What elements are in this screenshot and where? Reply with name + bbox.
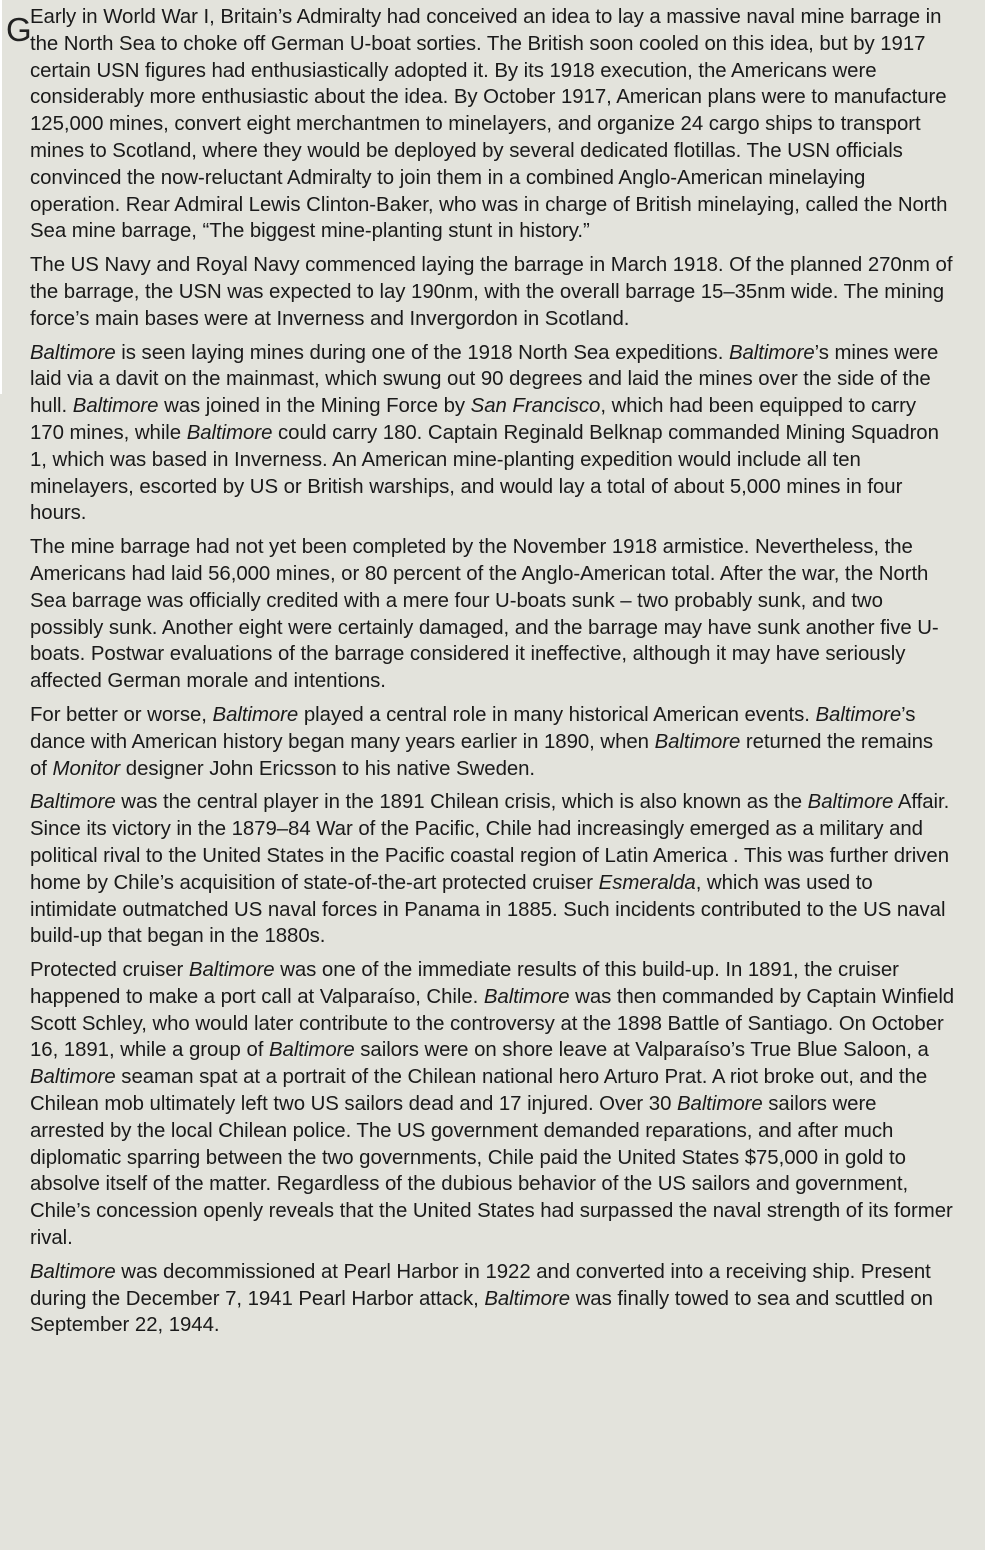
text-run: The US Navy and Royal Navy commenced laying the barrage in March 1918. Of the planned 270nm of the barrage, the USN was expected to lay 190nm, with the overall barrage 15–35nm wide. The mining force’s main bases were at Inverness and Invergordon in Scotland. xyxy=(30,254,953,330)
italic-ship-name: Baltimore xyxy=(483,985,570,1008)
text-run: ’s dance with American history began many years earlier in 1890, when xyxy=(30,703,916,753)
drop-cap: G xyxy=(6,11,32,48)
italic-ship-name: Baltimore xyxy=(30,1260,116,1283)
italic-ship-name: Baltimore xyxy=(484,1287,571,1310)
text-run: was decommissioned at Pearl Harbor in 1922 and converted into a receiving ship. Present during the December 7, 1941 Pearl Harbor attack, xyxy=(30,1260,931,1310)
text-run: played a central role in many historical American events. xyxy=(298,703,816,726)
text-run: , which had been equipped to carry 170 mines, while xyxy=(30,395,917,444)
paragraph xyxy=(30,1259,955,1339)
article-body xyxy=(30,2,955,1346)
italic-ship-name: Baltimore xyxy=(30,341,116,364)
italic-ship-name: Baltimore xyxy=(728,341,815,364)
text-run: Protected cruiser xyxy=(30,959,189,982)
italic-ship-name: Monitor xyxy=(52,757,121,780)
italic-ship-name: Baltimore xyxy=(815,703,902,726)
text-run: was one of the immediate results of this build-up. In 1891, the cruiser happened to make a port call at Valparaíso, Chile. xyxy=(30,959,899,1008)
text-run: seaman spat at a portrait of the Chilean national hero Arturo Prat. A riot broke out, and the Chilean mob ultimately left two US sailors dead and 17 injured. Over 30 xyxy=(30,1066,928,1116)
text-run: Early in World War I, Britain’s Admiralty had conceived an idea to lay a massive naval mine barrage in the North Sea to choke off German U-boat sorties. The British soon cooled on this idea, but by 1917 certain USN figures had enthusiastically adopted it. By its 1918 execution, the Americans were considerably more enthusiastic about the idea. By October 1917, American plans were to manufacture 125,000 mines, convert eight merchantmen to minelayers, and organize 24 cargo ships to transport mines to Scotland, where they would be deployed by several dedicated flotillas. The USN officials convinced the now-reluctant Admiralty to join them in a combined Anglo-American minelaying operation. Rear Admiral Lewis Clinton-Baker, who was in charge of British minelaying, called the North Sea mine barrage, “The biggest mine-planting stunt in history.” xyxy=(30,6,948,243)
italic-ship-name: Baltimore xyxy=(30,1066,116,1089)
paragraph xyxy=(30,252,955,332)
italic-ship-name: Baltimore xyxy=(188,959,275,982)
italic-ship-name: Esmeralda xyxy=(598,871,696,894)
paragraph xyxy=(30,789,955,950)
italic-ship-name: Baltimore xyxy=(186,421,273,444)
italic-ship-name: San Francisco xyxy=(470,395,601,418)
paragraph xyxy=(30,534,955,695)
paragraph xyxy=(30,4,955,245)
italic-ship-name: Baltimore xyxy=(676,1093,763,1116)
panel-edge xyxy=(0,394,2,1550)
text-run: returned the remains of xyxy=(30,730,934,780)
text-run: ’s mines were laid via a davit on the mainmast, which swung out 90 degrees and laid the mines over the side of the hull. xyxy=(30,341,939,418)
paragraph xyxy=(30,702,955,782)
text-run: For better or worse, xyxy=(30,703,213,726)
text-run: designer John Ericsson to his native Sweden. xyxy=(120,757,536,780)
italic-ship-name: Baltimore xyxy=(212,703,299,726)
text-run: was the central player in the 1891 Chilean crisis, which is also known as the xyxy=(115,791,808,814)
paragraph xyxy=(30,957,955,1252)
italic-ship-name: Baltimore xyxy=(268,1039,355,1062)
italic-ship-name: Baltimore xyxy=(72,395,159,418)
italic-ship-name: Baltimore xyxy=(807,791,894,814)
text-run: The mine barrage had not yet been completed by the November 1918 armistice. Nevertheless, the Americans had laid 56,000 mines, or 80 percent of the Anglo-American total. After the war, the North Sea barrage was officially credited with a mere four U-boats sunk – two probably sunk, and two possibly sunk. Another eight were certainly damaged, and the barrage may have sunk another five U-boats. Postwar evaluations of the barrage considered it ineffective, although it may have seriously affected German morale and intentions. xyxy=(30,536,939,693)
text-run: Affair. Since its victory in the 1879–84 War of the Pacific, Chile had increasingly emerged as a military and political rival to the United States in the Pacific coastal region of Latin America . This was further driven home by Chile’s acquisition of state-of-the-art protected cruiser xyxy=(30,791,950,894)
text-run: could carry 180. Captain Reginald Belknap commanded Mining Squadron 1, which was based in Inverness. An American mine-planting expedition would include all ten minelayers, escorted by US or British warships, and would lay a total of about 5,000 mines in four hours. xyxy=(30,421,939,525)
text-run: was joined in the Mining Force by xyxy=(158,395,471,418)
italic-ship-name: Baltimore xyxy=(30,791,116,814)
italic-ship-name: Baltimore xyxy=(654,730,741,753)
text-run: sailors were arrested by the local Chilean police. The US government demanded reparations, and after much diplomatic sparring between the two governments, Chile paid the United States $75,000 in gold to absolve itself of the matter. Regardless of the dubious behavior of the US sailors and government, Chile’s concession openly reveals that the United States had surpassed the naval strength of its former rival. xyxy=(30,1093,953,1250)
paragraph xyxy=(30,340,955,528)
text-run: was then commanded by Captain Winfield Scott Schley, who would later contribute to the controversy at the 1898 Battle of Santiago. On October 16, 1891, while a group of xyxy=(30,985,955,1062)
text-run: is seen laying mines during one of the 1918 North Sea expeditions. xyxy=(115,341,729,364)
text-run: was finally towed to sea and scuttled on September 22, 1944. xyxy=(30,1287,933,1337)
text-run: , which was used to intimidate outmatched US naval forces in Panama in 1885. Such incidents contributed to the US naval build-up that began in the 1880s. xyxy=(30,871,946,948)
text-run: sailors were on shore leave at Valparaíso’s True Blue Saloon, a xyxy=(354,1039,929,1062)
